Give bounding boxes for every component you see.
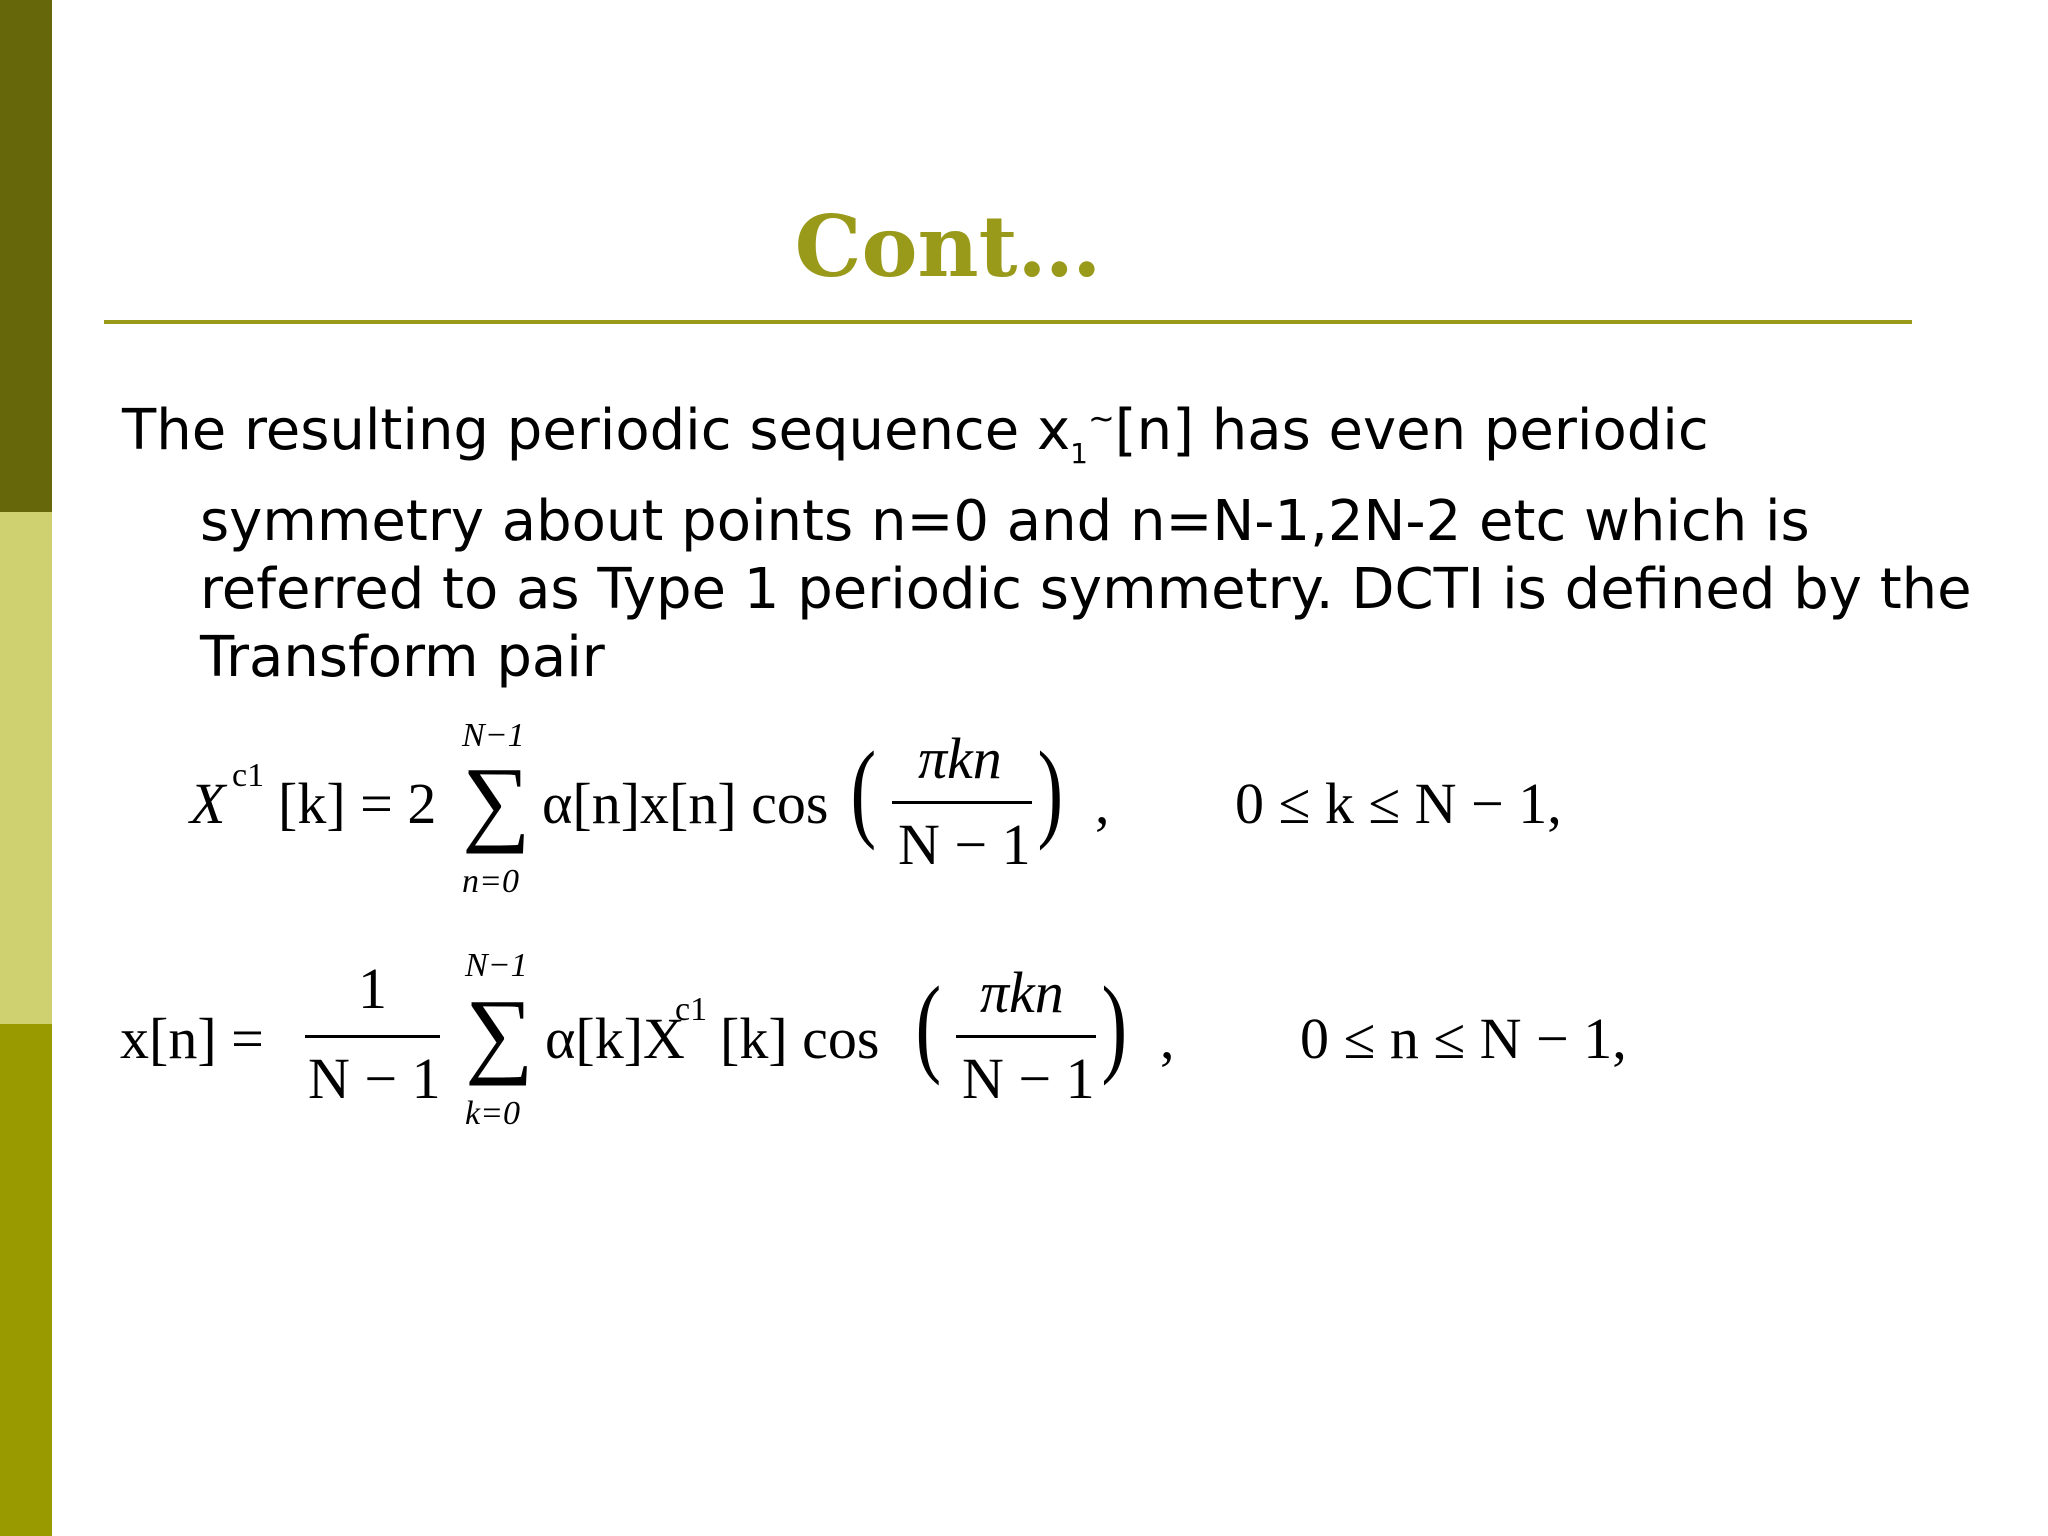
equation-forward	[190, 715, 1640, 900]
inverse-coef-numerator: 1	[358, 956, 387, 1021]
left-stripe-top	[0, 0, 52, 512]
forward-lhs-superscript: c1	[232, 757, 265, 794]
inverse-range: 0 ≤ n ≤ N − 1,	[1300, 1006, 1627, 1071]
equation-inverse	[120, 945, 1680, 1130]
forward-lhs-arg: [k] = 2	[278, 771, 437, 836]
forward-sum-lower: n=0	[462, 863, 519, 900]
inverse-sum-lower: k=0	[465, 1095, 521, 1132]
inverse-comma: ,	[1160, 1006, 1175, 1071]
inverse-lhs: x[n] =	[120, 1006, 264, 1071]
inverse-term-b: [k] cos	[720, 1006, 880, 1071]
paragraph-text-end: [n] has even periodic symmetry about points n=0 and n=N-1,2N-2 etc which is referred to as Type 1 periodic symmetry. DCTI is defined by the Transform pair	[200, 398, 1972, 690]
inverse-term-a: α[k]X	[545, 1006, 685, 1071]
left-stripe-middle	[0, 512, 52, 1024]
inverse-frac-numerator: πkn	[980, 960, 1064, 1025]
forward-sum-sign: ∑	[462, 747, 531, 854]
forward-left-paren: (	[850, 729, 877, 851]
inverse-coef-line	[305, 1035, 440, 1038]
forward-right-paren: )	[1037, 729, 1064, 851]
left-stripe-bottom	[0, 1024, 52, 1536]
forward-range: 0 ≤ k ≤ N − 1,	[1235, 771, 1562, 836]
forward-frac-numerator: πkn	[918, 726, 1002, 791]
inverse-sum-upper: N−1	[465, 947, 528, 984]
forward-frac-denominator: N − 1	[898, 812, 1031, 877]
inverse-right-paren: )	[1101, 964, 1128, 1086]
inverse-left-paren: (	[915, 964, 942, 1086]
inverse-frac-line	[956, 1035, 1096, 1038]
forward-sum-upper: N−1	[462, 717, 525, 754]
slide-title: Cont…	[794, 197, 1102, 296]
inverse-sum-sign: ∑	[465, 979, 534, 1086]
paragraph-text-start: The resulting periodic sequence x	[122, 398, 1071, 463]
forward-term: α[n]x[n] cos	[542, 771, 829, 836]
inverse-term-superscript: c1	[675, 991, 708, 1028]
title-divider	[104, 320, 1912, 324]
inverse-frac-denominator: N − 1	[962, 1046, 1095, 1111]
forward-frac-line	[892, 801, 1032, 804]
paragraph-superscript: ~	[1087, 399, 1115, 437]
paragraph-subscript: 1	[1070, 437, 1088, 470]
inverse-coef-denominator: N − 1	[308, 1046, 441, 1111]
forward-comma: ,	[1095, 771, 1110, 836]
slide-paragraph	[122, 384, 1990, 692]
forward-lhs: X	[190, 771, 226, 836]
